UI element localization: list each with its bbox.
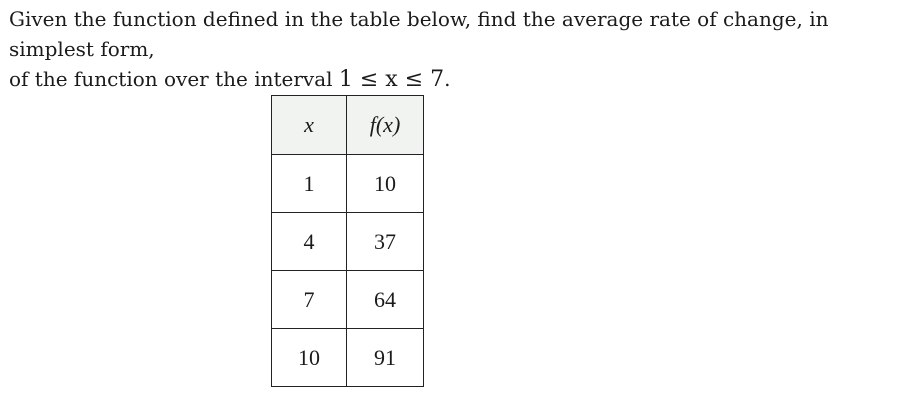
header-x: x	[272, 96, 347, 155]
cell-x: 10	[272, 329, 347, 387]
table-row	[272, 329, 424, 387]
cell-x: 7	[272, 271, 347, 329]
header-fx: f(x)	[347, 96, 424, 155]
question-line-2-suffix: .	[444, 67, 451, 91]
question-line-2-prefix: of the function over the interval	[9, 67, 339, 91]
interval-expression: 1 ≤ x ≤ 7	[338, 67, 445, 92]
cell-x: 1	[272, 155, 347, 213]
table-row	[272, 271, 424, 329]
question-line-1: Given the function defined in the table below, find the average rate of change, in simplest form,	[9, 7, 829, 61]
cell-fx: 91	[347, 329, 424, 387]
table-row	[272, 155, 424, 213]
table-row	[272, 213, 424, 271]
cell-fx: 37	[347, 213, 424, 271]
table-header-row	[272, 96, 424, 155]
question-text	[9, 4, 909, 95]
cell-x: 4	[272, 213, 347, 271]
function-table	[271, 95, 424, 387]
cell-fx: 10	[347, 155, 424, 213]
cell-fx: 64	[347, 271, 424, 329]
